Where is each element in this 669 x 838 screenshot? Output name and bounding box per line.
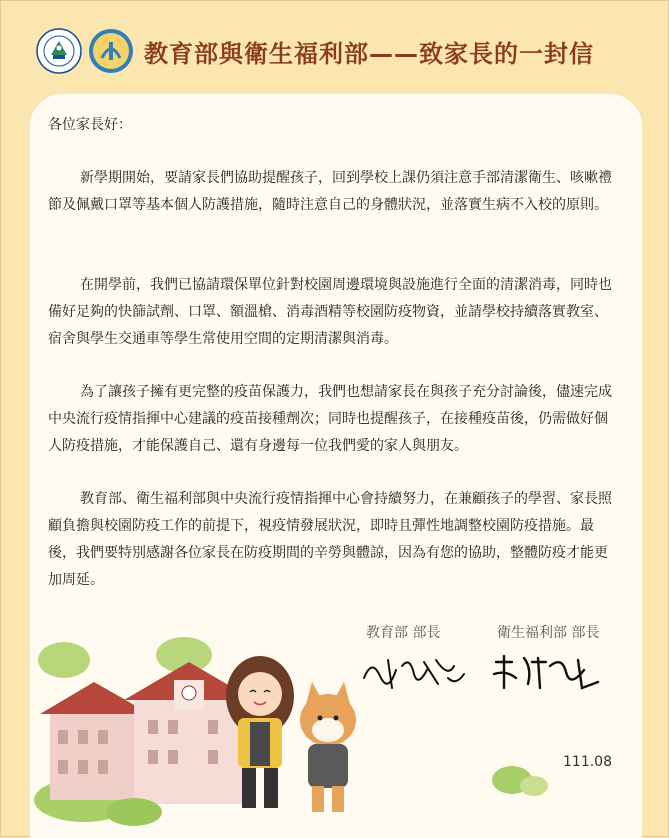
letter-date: 111.08 [563, 754, 612, 770]
moe-minister-title: 教育部 部長 [366, 625, 441, 641]
mohw-logo [88, 28, 134, 74]
moe-logo [36, 28, 82, 74]
shiba-dog-figure [300, 682, 356, 812]
paragraph-1: 新學期開始，要請家長們協助提醒孩子，回到學校上課仍須注意手部清潔衛生、咳嗽禮節及佩戴口罩等基本個人防護措施，隨時注意自己的身體狀況，並落實生病不入校的原則。 [48, 170, 612, 213]
bush-illustration [488, 752, 558, 798]
paragraph-2: 在開學前，我們已協請環保單位針對校園周邊環境與設施進行全面的清潔消毒，同時也備好足夠的快篩試劑、口罩、額溫槍、消毒酒精等校園防疫物資，並請學校持續落實教室、宿舍與學生交通車等學生常使用空間的定期清潔與消毒。 [48, 277, 612, 347]
paragraph-4: 教育部、衛生福利部與中央流行疫情指揮中心會持續努力，在兼顧孩子的學習、家長照顧負擔與校園防疫工作的前提下，視疫情發展狀況，即時且彈性地調整校園防疫措施。最後，我們要特別感謝各位家長在防疫期間的辛勞與體諒，因為有您的協助，整體防疫才能更加周延。 [48, 491, 612, 588]
letter-header [0, 0, 669, 95]
school-illustration [24, 630, 384, 830]
paragraph-3: 為了讓孩子擁有更完整的疫苗保護力，我們也想請家長在與孩子充分討論後，儘速完成中央流行疫情指揮中心建議的疫苗接種劑次；同時也提醒孩子，在接種疫苗後，仍需做好個人防疫措施，才能保護自己、還有身邊每一位我們愛的家人與朋友。 [48, 384, 612, 454]
mohw-minister-signature [488, 648, 618, 694]
letter-title: 教育部與衛生福利部——致家長的一封信 [144, 40, 594, 68]
mohw-minister-title: 衛生福利部 部長 [497, 625, 600, 641]
greeting: 各位家長好： [48, 117, 132, 133]
